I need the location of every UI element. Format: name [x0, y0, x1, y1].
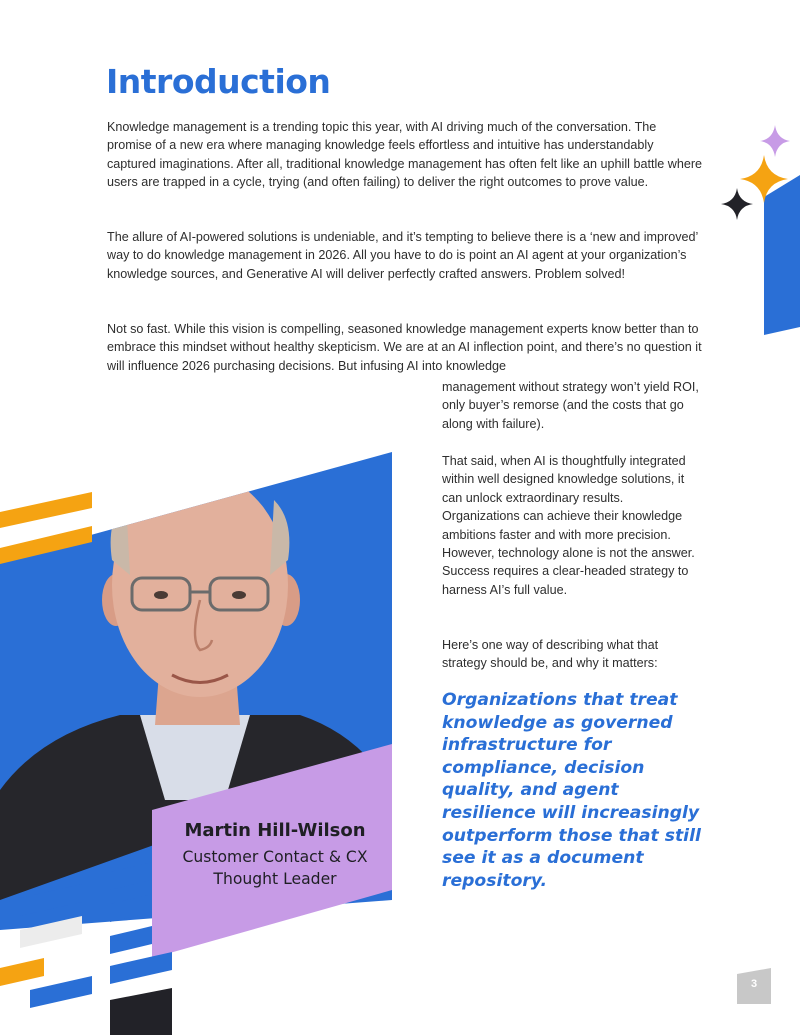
intro-paragraph-1: Knowledge management is a trending topic this year, with AI driving much of the conversation. The promise of a new era where managing knowledge feels effortless and intuitive has understandably captured imaginations. After all, traditional knowledge management has often felt like an uphill battle where users are trapped in a cycle, trying (and often failing) to deliver the right outcomes to prove value.	[107, 120, 703, 190]
intro-paragraph-5: Here’s one way of describing what that strategy should be, and why it matters:	[442, 638, 659, 671]
orange-stripe	[0, 492, 92, 528]
intro-paragraph-3-end: management without strategy won’t yield ROI, only buyer’s remorse (and the costs that go along with failure).	[442, 380, 699, 431]
page-title: Introduction	[106, 62, 331, 101]
intro-paragraph-3-start: Not so fast. While this vision is compelling, seasoned knowledge management experts know better than to embrace this mindset without healthy skepticism. We are at an AI inflection point, and there’s no question it will influence 2026 purchasing decisions. But infusing AI into knowledge	[107, 322, 702, 373]
author-name: Martin Hill-Wilson	[184, 820, 366, 841]
sparkle-purple-icon	[759, 124, 791, 158]
author-role: Customer Contact & CX Thought Leader	[182, 848, 368, 888]
blue-stripe	[30, 976, 92, 1008]
author-portrait	[0, 440, 440, 1035]
intro-paragraph-2: The allure of AI-powered solutions is undeniable, and it’s tempting to believe there is a ‘new and improved’ way to do knowledge management in 2026. All you have to do is point an AI agent at your organization’s knowledge sources, and Generative AI will deliver perfectly crafted answers. Problem solved!	[107, 230, 698, 281]
blue-stripe	[110, 926, 152, 954]
dark-block	[110, 988, 172, 1035]
pull-quote: Organizations that treat knowledge as governed infrastructure for compliance, decision quality, and agent resilience will increasingly outperform those that still see it as a document repository.	[442, 690, 701, 891]
sparkle-black-icon	[720, 187, 754, 221]
intro-paragraph-4: That said, when AI is thoughtfully integrated within well designed knowledge solutions, it can unlock extraordinary results. Organizations can achieve their knowledge ambitions faster and with more precision. However, technology alone is not the answer. Success requires a clear-headed strategy to harness AI’s full value.	[442, 454, 695, 597]
orange-stripe	[0, 958, 44, 986]
page-number: 3	[750, 978, 758, 990]
blue-stripe	[110, 952, 172, 984]
